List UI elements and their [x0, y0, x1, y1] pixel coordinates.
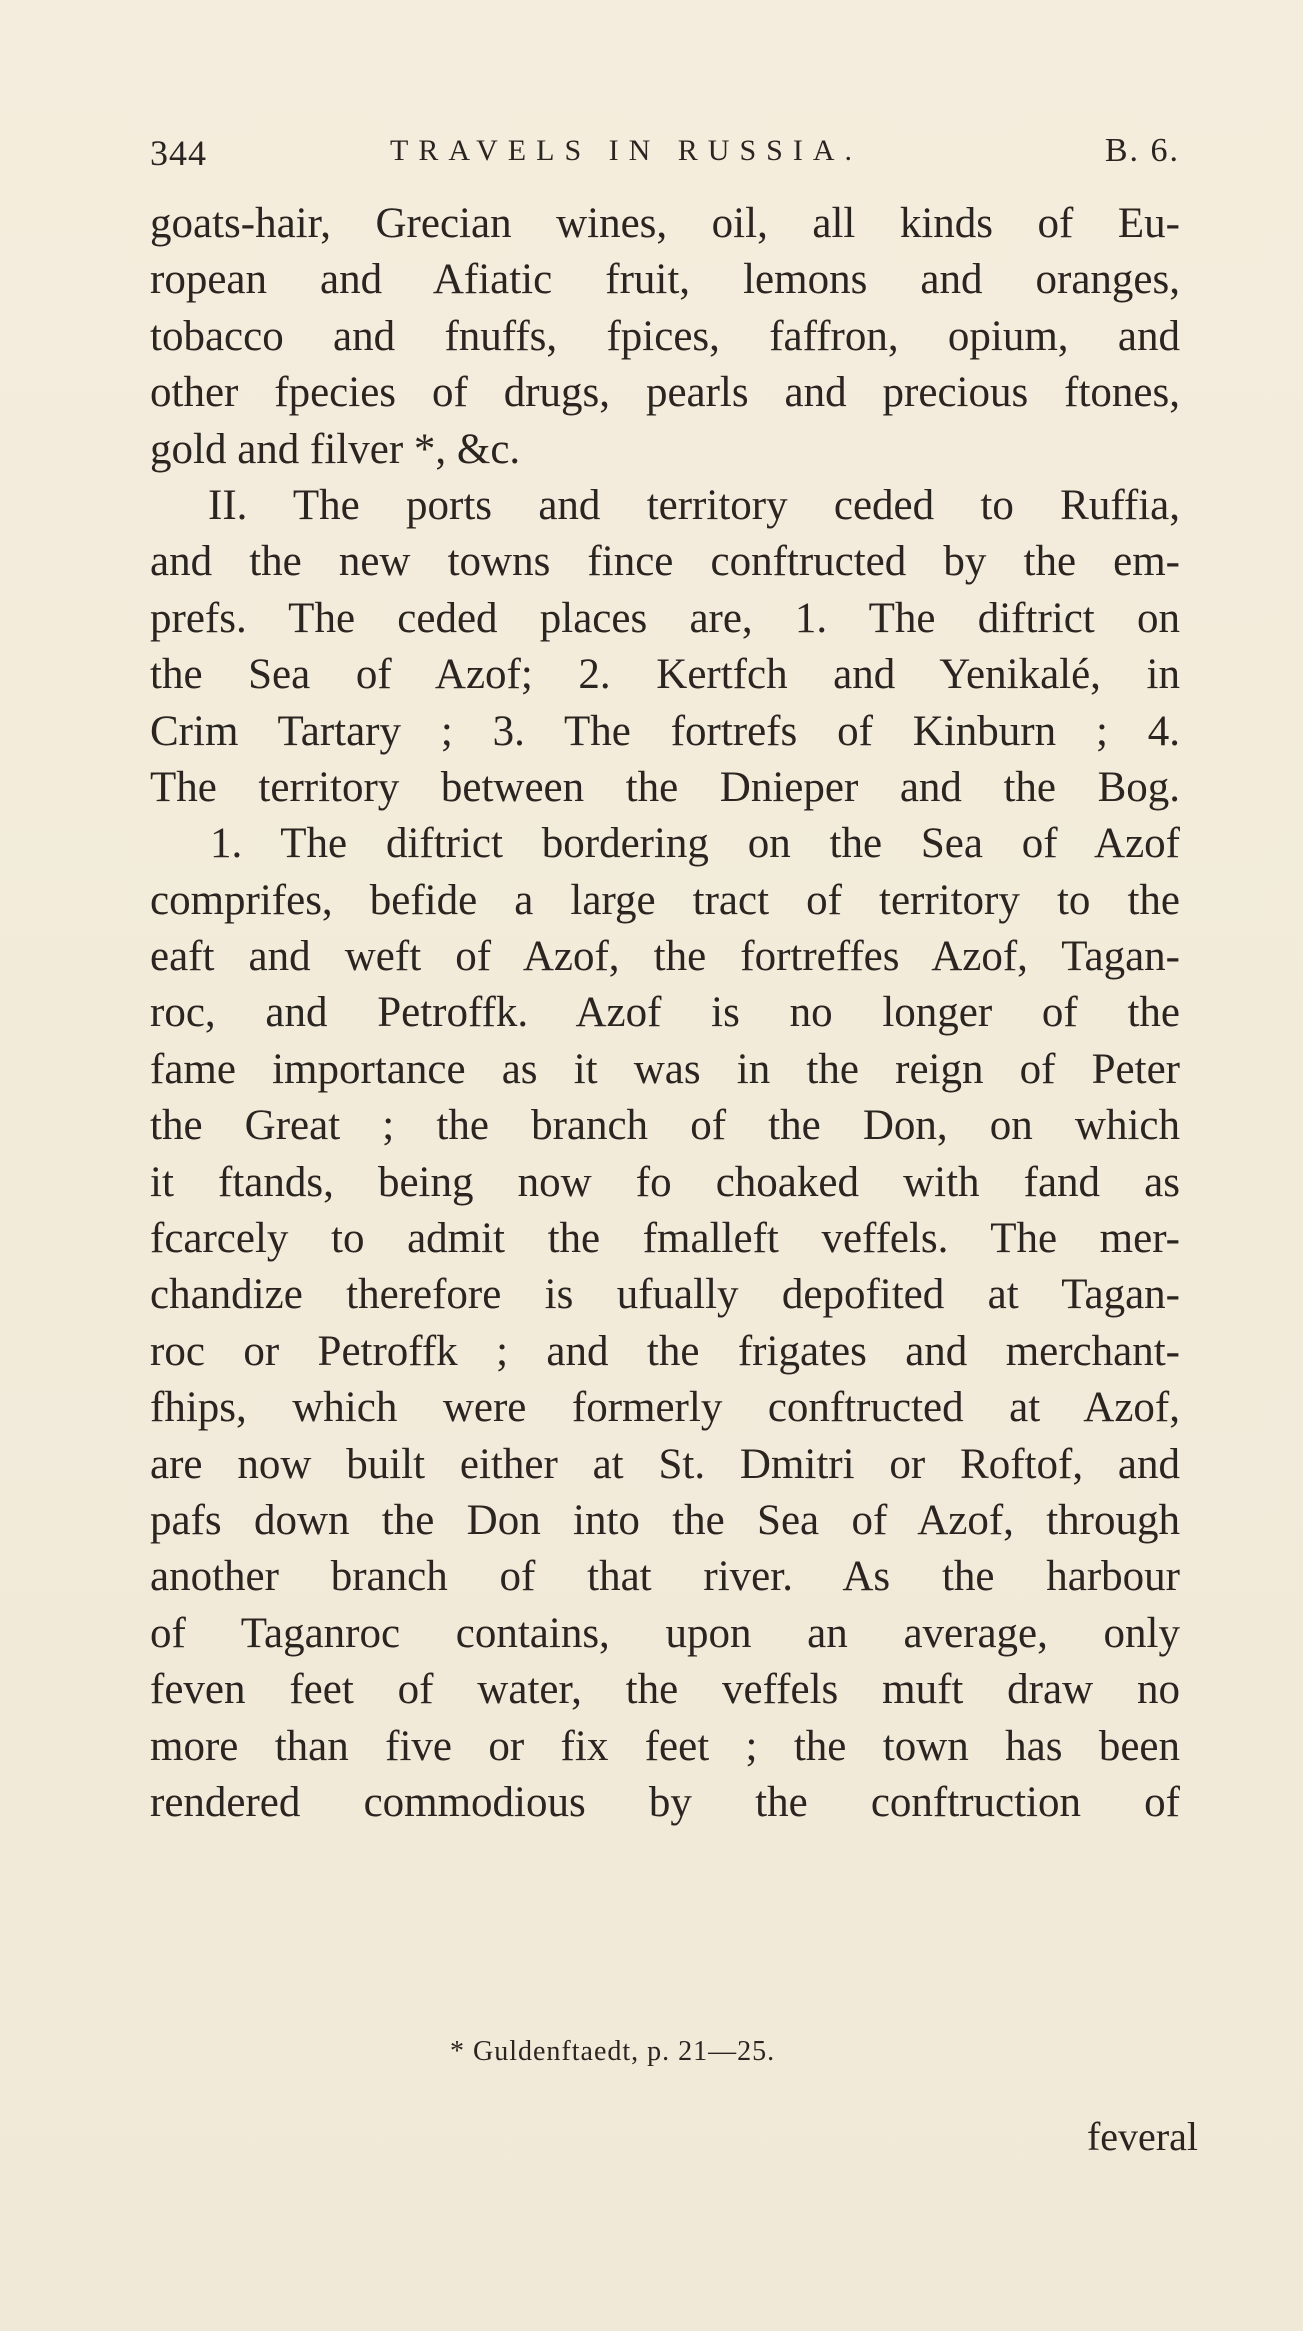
- text-line: another branch of that river. As the harbour: [150, 1553, 1180, 1601]
- page-header: [150, 132, 1180, 192]
- text-line: of Taganroc contains, upon an average, only: [150, 1609, 1180, 1657]
- text-line: more than five or fix feet ; the town has been: [150, 1722, 1180, 1770]
- text-line: are now built either at St. Dmitri or Roftof, and: [150, 1440, 1180, 1488]
- text-line: tobacco and fnuffs, fpices, faffron, opium, and: [150, 312, 1180, 360]
- body-text: [150, 196, 1180, 1831]
- text-line: gold and filver *, &c.: [150, 425, 521, 473]
- text-line: the Sea of Azof; 2. Kertfch and Yenikalé, in: [150, 651, 1180, 699]
- text-line: 1. The diftrict bordering on the Sea of Azof: [210, 820, 1180, 868]
- footnote: * Guldenftaedt, p. 21—25.: [450, 2036, 776, 2067]
- text-line: roc, and Petroffk. Azof is no longer of the: [150, 989, 1180, 1037]
- text-line: comprifes, befide a large tract of territory to the: [150, 876, 1180, 924]
- page-number: 344: [150, 133, 207, 173]
- text-line: prefs. The ceded places are, 1. The diftrict on: [150, 594, 1180, 642]
- text-line: feven feet of water, the veffels muft draw no: [150, 1666, 1180, 1714]
- text-line: goats-hair, Grecian wines, oil, all kinds of Eu-: [150, 200, 1180, 247]
- text-line: the Great ; the branch of the Don, on which: [150, 1102, 1180, 1150]
- section-mark: B. 6.: [1104, 132, 1180, 169]
- text-line: rendered commodious by the conftruction of: [150, 1778, 1180, 1826]
- text-line: Crim Tartary ; 3. The fortrefs of Kinburn ; 4.: [150, 707, 1180, 755]
- text-line: eaft and weft of Azof, the fortreffes Azof, Tagan-: [150, 933, 1180, 981]
- text-line: fame importance as it was in the reign of Peter: [150, 1045, 1180, 1093]
- catchword: feveral: [1086, 2114, 1198, 2159]
- text-line: and the new towns fince conftructed by the em-: [150, 538, 1180, 586]
- text-line: it ftands, being now fo choaked with fand as: [150, 1158, 1180, 1206]
- text-line: ropean and Afiatic fruit, lemons and oranges,: [150, 256, 1180, 304]
- text-line: II. The ports and territory ceded to Ruffia,: [208, 481, 1180, 529]
- text-line: roc or Petroffk ; and the frigates and merchant-: [150, 1327, 1180, 1375]
- text-line: chandize therefore is ufually depofited at Tagan-: [150, 1271, 1180, 1319]
- text-line: fcarcely to admit the fmalleft veffels. The mer-: [150, 1215, 1180, 1263]
- text-line: other fpecies of drugs, pearls and precious ftones,: [150, 369, 1180, 417]
- text-line: fhips, which were formerly conftructed at Azof,: [150, 1384, 1180, 1432]
- text-line: The territory between the Dnieper and the Bog.: [150, 763, 1180, 811]
- running-title: TRAVELS IN RUSSIA.: [390, 134, 862, 167]
- text-line: pafs down the Don into the Sea of Azof, through: [150, 1496, 1180, 1544]
